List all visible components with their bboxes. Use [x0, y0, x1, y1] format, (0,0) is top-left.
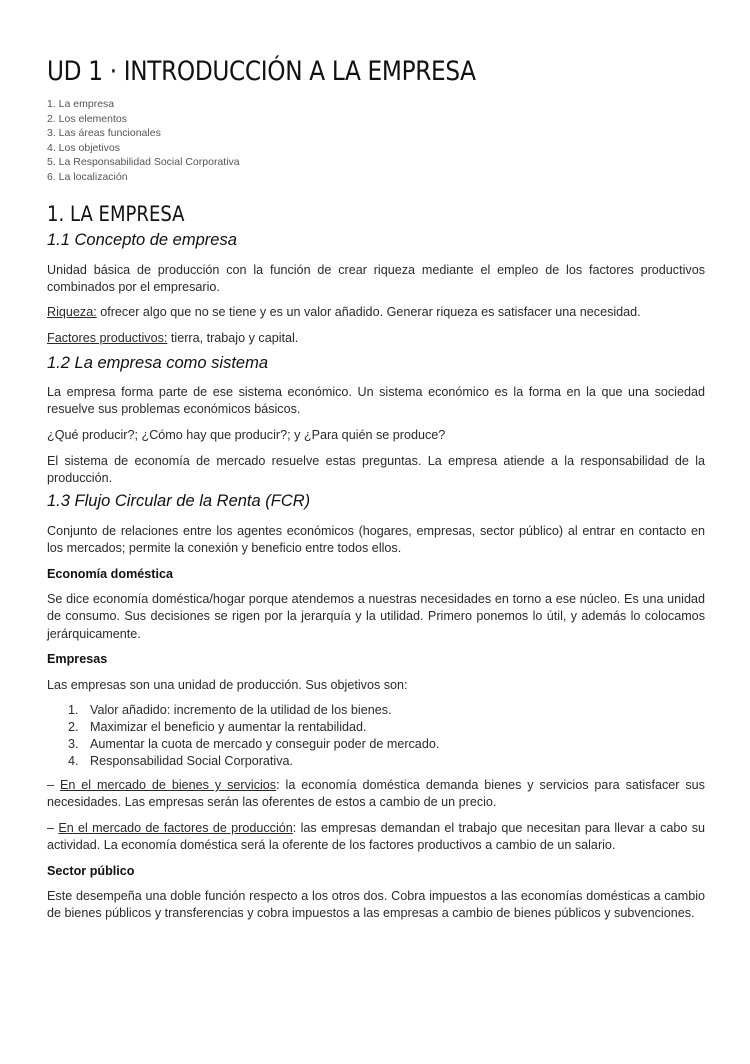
- paragraph-preguntas: ¿Qué producir?; ¿Cómo hay que producir?; y ¿Para quién se produce?: [47, 428, 446, 442]
- definition-factores: tierra, trabajo y capital.: [167, 331, 299, 345]
- paragraph-empresas: Las empresas son una unidad de producción. Sus objetivos son:: [47, 678, 408, 692]
- section-heading-la-empresa: 1. LA EMPRESA: [47, 202, 185, 226]
- subsection-heading-sistema: 1.2 La empresa como sistema: [47, 354, 269, 372]
- paragraph-factores: [47, 330, 705, 347]
- list-item: 4. Responsabilidad Social Corporativa.: [68, 754, 294, 768]
- table-of-contents: [47, 97, 240, 185]
- paragraph-sector-publico: Este desempeña una doble función respecto a los otros dos. Cobra impuestos a las economías domésticas a cambio de bienes públicos y transferencias y cobra impuestos a las empresas a cambio de bienes públicos y subvenciones.: [47, 889, 705, 921]
- term-mercado-factores: En el mercado de factores de producción: [58, 821, 293, 835]
- list-item: 1. Valor añadido: incremento de la utilidad de los bienes.: [68, 703, 392, 717]
- paragraph-concepto: Unidad básica de producción con la función de crear riqueza mediante el empleo de los factores productivos combinados por el empresario.: [47, 263, 705, 295]
- definition-riqueza: ofrecer algo que no se tiene y es un valor añadido. Generar riqueza es satisfacer una necesidad.: [96, 305, 641, 319]
- paragraph-fcr: Conjunto de relaciones entre los agentes económicos (hogares, empresas, sector público) al entrar en contacto en los mercados; permite la conexión y beneficio entre todos ellos.: [47, 524, 705, 556]
- subsection-heading-concepto: 1.1 Concepto de empresa: [47, 231, 237, 249]
- heading-economia-domestica: Economía doméstica: [47, 567, 173, 581]
- paragraph-riqueza: [47, 304, 705, 321]
- toc-item: 6. La localización: [47, 170, 128, 183]
- toc-item: 3. Las áreas funcionales: [47, 127, 161, 140]
- objectives-list: [68, 702, 439, 770]
- list-item: 2. Maximizar el beneficio y aumentar la rentabilidad.: [68, 720, 367, 734]
- toc-item: 1. La empresa: [47, 98, 115, 110]
- list-item: 3. Aumentar la cuota de mercado y conseguir poder de mercado.: [68, 737, 440, 751]
- term-factores: Factores productivos:: [47, 331, 168, 345]
- term-riqueza: Riqueza:: [47, 305, 97, 319]
- paragraph-economia-domestica: Se dice economía doméstica/hogar porque atendemos a nuestras necesidades en torno a ese núcleo. Es una unidad de consumo. Sus decisiones se rigen por la jerarquía y la utilidad. Primero ponemos lo útil, y además lo colocamos jerárquicamente.: [47, 592, 705, 641]
- toc-item: 5. La Responsabilidad Social Corporativa: [47, 156, 240, 169]
- toc-item: 4. Los objetivos: [47, 141, 120, 154]
- heading-empresas: Empresas: [47, 652, 108, 666]
- toc-item: 2. Los elementos: [47, 112, 127, 125]
- subsection-heading-fcr: 1.3 Flujo Circular de la Renta (FCR): [47, 492, 311, 510]
- heading-sector-publico: Sector público: [47, 864, 135, 878]
- page-title: UD 1 · INTRODUCCIÓN A LA EMPRESA: [47, 56, 476, 87]
- paragraph-mercado-bienes: – En el mercado de bienes y servicios: la economía doméstica demanda bienes y servicios para satisfacer sus necesidades. Las empresas serán las oferentes de estos a cambio de un precio.: [47, 778, 705, 810]
- paragraph-economia-mercado: El sistema de economía de mercado resuelve estas preguntas. La empresa atiende a la responsabilidad de la producción.: [47, 454, 705, 486]
- paragraph-sistema: La empresa forma parte de ese sistema económico. Un sistema económico es la forma en la que una sociedad resuelve sus problemas económicos básicos.: [47, 385, 705, 417]
- term-mercado-bienes: En el mercado de bienes y servicios: [59, 778, 277, 792]
- paragraph-mercado-factores: – En el mercado de factores de producción: las empresas demandan el trabajo que necesitan para llevar a cabo su actividad. La economía doméstica será la oferente de los factores productivos a cambio de un salario.: [47, 821, 705, 853]
